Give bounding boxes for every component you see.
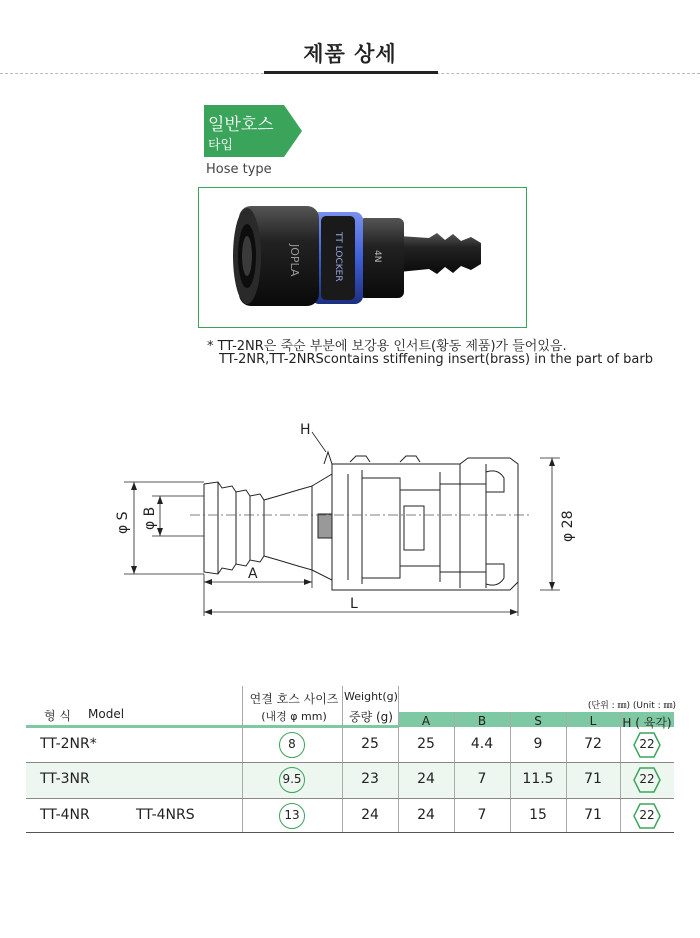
dim-a-cell: 24	[417, 771, 435, 787]
dim-l-header: L	[589, 714, 597, 728]
weight-header-en: Weight(g)	[344, 690, 398, 703]
dim-a-cell: 24	[417, 807, 435, 823]
model-header-en: Model	[88, 707, 125, 721]
table-bottom	[26, 832, 674, 833]
label-phi-s: φ S	[115, 511, 131, 534]
hose-header-sub: (내경 φ mm)	[261, 710, 327, 723]
label-h: H	[300, 422, 311, 438]
weight-header-kr: 중량 (g)	[349, 710, 393, 724]
label-phi-28: φ 28	[560, 510, 576, 542]
hex-value: 22	[639, 737, 655, 751]
model-cell: TT-4NR	[40, 807, 90, 823]
hose-size-circle: 8	[279, 732, 305, 758]
product-photo	[199, 188, 525, 326]
row-divider	[26, 798, 674, 799]
dim-s-cell: 9	[533, 736, 543, 752]
hex-value: 22	[639, 772, 655, 786]
hose-header-bar	[242, 725, 342, 728]
tag-title: 일반호스	[208, 115, 274, 135]
label-phi-b: φ B	[142, 506, 158, 530]
dim-b-header: B	[477, 714, 487, 728]
dim-s-cell: 15	[529, 807, 547, 823]
photo-brand-text: JOPLA	[288, 244, 301, 277]
weight-cell: 25	[361, 736, 379, 752]
hose-size-circle: 9.5	[279, 767, 305, 793]
dim-l-cell: 72	[584, 736, 602, 752]
photo-size-text: 4N	[372, 250, 382, 263]
unit-label: (단위 : ㎜) (Unit : ㎜)	[587, 701, 676, 711]
dim-b-cell: 4.4	[470, 736, 494, 752]
dim-b-cell: 7	[477, 771, 487, 787]
weight-header-bar	[342, 725, 398, 728]
weight-cell: 23	[361, 771, 379, 787]
dim-h-header: H ( 육각)	[622, 716, 672, 730]
dim-s-header: S	[534, 714, 542, 728]
hex-badge	[633, 732, 661, 758]
model-cell: TT-3NR	[40, 771, 90, 787]
title-underline	[264, 71, 438, 74]
hose-size-circle: 13	[279, 803, 305, 829]
dim-l-cell: 71	[584, 771, 602, 787]
technical-drawing	[100, 412, 580, 627]
row-divider	[26, 762, 674, 763]
dim-a-header: A	[421, 714, 431, 728]
model-cell-alt: TT-4NRS	[136, 807, 195, 823]
label-l: L	[350, 596, 358, 612]
tag-english: Hose type	[206, 162, 272, 177]
col-divider	[242, 686, 243, 832]
dim-l-cell: 71	[584, 807, 602, 823]
model-header-bar	[26, 725, 242, 728]
tag-subtitle: 타입	[208, 138, 234, 153]
dim-s-cell: 11.5	[522, 771, 554, 787]
hex-badge	[633, 767, 661, 793]
label-a: A	[248, 566, 258, 582]
hex-badge	[633, 803, 661, 829]
note-english: TT-2NR,TT-2NRScontains stiffening insert(brass) in the part of barb	[219, 352, 653, 367]
hose-header: 연결 호스 사이즈	[249, 692, 339, 706]
hex-value: 22	[639, 808, 655, 822]
weight-cell: 24	[361, 807, 379, 823]
photo-label-text: TT LOCKER	[333, 232, 343, 282]
page-title: 제품 상세	[303, 42, 397, 66]
dim-a-cell: 25	[417, 736, 435, 752]
model-header-kr: 형 식	[44, 709, 71, 723]
model-cell: TT-2NR*	[40, 736, 97, 752]
col-divider	[620, 712, 621, 832]
note-korean: * TT-2NR은 죽순 부분에 보강용 인서트(황동 제품)가 들어있음.	[207, 339, 567, 354]
product-photo-frame	[198, 187, 527, 328]
dim-b-cell: 7	[477, 807, 487, 823]
